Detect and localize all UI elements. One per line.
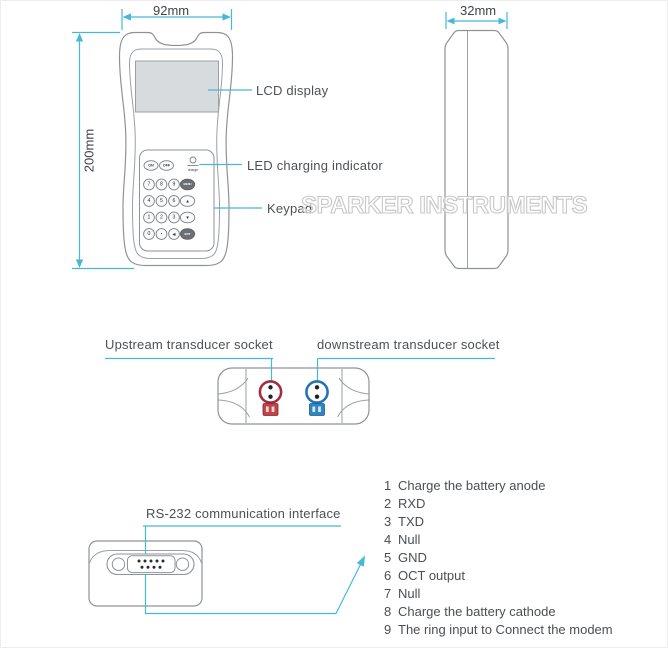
key-8-label: 8 xyxy=(160,181,163,188)
front-width-dim-label: 92mm xyxy=(153,3,190,18)
device-side-view xyxy=(445,31,508,269)
key-9-label: 9 xyxy=(172,181,176,188)
arrowhead-up-icon xyxy=(76,33,83,42)
db9-connector xyxy=(107,554,194,575)
pin-number: 5 xyxy=(384,550,392,565)
screw-hole-right xyxy=(176,558,188,570)
pin-label: Null xyxy=(398,586,421,601)
key-ent-label: ENT xyxy=(184,232,191,236)
key-4-label: 4 xyxy=(147,198,151,204)
pinout-row-4 xyxy=(384,531,613,549)
key-off-label: OFF xyxy=(162,163,171,168)
pinout-row-9 xyxy=(384,621,613,639)
key-on-label: ON xyxy=(148,163,154,168)
key-up-arrow-icon: ▲ xyxy=(185,198,190,204)
key-7-label: 7 xyxy=(147,181,151,188)
key-2-label: 2 xyxy=(160,214,163,221)
device-front-view xyxy=(120,33,233,266)
pinout-row-7 xyxy=(384,585,613,603)
pin-label: Charge the battery anode xyxy=(398,478,546,493)
arrowhead-right-icon xyxy=(223,13,232,20)
key-6-label: 6 xyxy=(172,198,176,204)
key-5-label: 5 xyxy=(160,198,163,204)
front-height-dim-label: 200mm xyxy=(81,128,97,173)
pin-label: TXD xyxy=(398,514,424,529)
key-0-label: 0 xyxy=(147,231,151,237)
downstream-socket-label: downstream transducer socket xyxy=(317,337,500,352)
key-1-label: 1 xyxy=(147,214,151,221)
pin-number: 7 xyxy=(384,586,392,601)
pinout-row-3 xyxy=(384,513,613,531)
arrowhead-left-icon xyxy=(123,13,132,20)
arrowhead-left-icon xyxy=(447,18,455,25)
pin-number: 8 xyxy=(384,604,392,619)
arrowhead-down-icon xyxy=(76,260,83,269)
pin-number: 6 xyxy=(384,568,392,583)
pin-number: 3 xyxy=(384,514,392,529)
pin-number: 4 xyxy=(384,532,392,547)
pin-label: GND xyxy=(398,550,427,565)
pin-number: 2 xyxy=(384,496,392,511)
charge-led-icon xyxy=(190,157,196,163)
pin-label: The ring input to Connect the modem xyxy=(398,622,613,637)
pin-number: 9 xyxy=(384,622,392,637)
arrowhead-right-icon xyxy=(499,18,507,25)
pin-number: 1 xyxy=(384,478,392,493)
key-down-arrow-icon: ▼ xyxy=(185,215,190,220)
device-top-view xyxy=(105,359,495,425)
lcd-display-label: LCD display xyxy=(256,83,329,98)
pin-label: OCT output xyxy=(398,568,465,583)
pin-label: RXD xyxy=(398,496,426,511)
arrowhead-pinout-icon xyxy=(357,556,365,567)
downstream-socket xyxy=(306,381,327,415)
led-charging-indicator-label: LED charging indicator xyxy=(247,158,383,173)
watermark: SPARKER INSTRUMENTS xyxy=(301,192,588,219)
pinout-list xyxy=(384,477,613,639)
lcd-screen xyxy=(136,61,219,112)
pin-label: Charge the battery cathode xyxy=(398,604,556,619)
key-3-label: 3 xyxy=(172,214,176,221)
side-width-dim-label: 32mm xyxy=(460,3,497,18)
keypad-label: Keypad xyxy=(267,201,313,216)
charge-label: charge xyxy=(187,168,199,172)
key-dot-label: . xyxy=(160,229,163,236)
rs232-interface-label: RS-232 communication interface xyxy=(146,506,341,521)
screw-hole-left xyxy=(112,558,124,570)
top-view-body xyxy=(218,368,369,424)
device-bottom-view xyxy=(89,526,365,614)
pinout-row-2 xyxy=(384,495,613,513)
pinout-row-6 xyxy=(384,567,613,585)
key-left-arrow-icon: ◀ xyxy=(172,231,176,237)
pinout-row-1 xyxy=(384,477,613,495)
upstream-socket xyxy=(260,381,281,415)
key-menu-label: MENU xyxy=(183,183,192,186)
pinout-row-8 xyxy=(384,603,613,621)
upstream-socket-label: Upstream transducer socket xyxy=(105,337,273,352)
pinout-row-5 xyxy=(384,549,613,567)
pin-label: Null xyxy=(398,532,421,547)
